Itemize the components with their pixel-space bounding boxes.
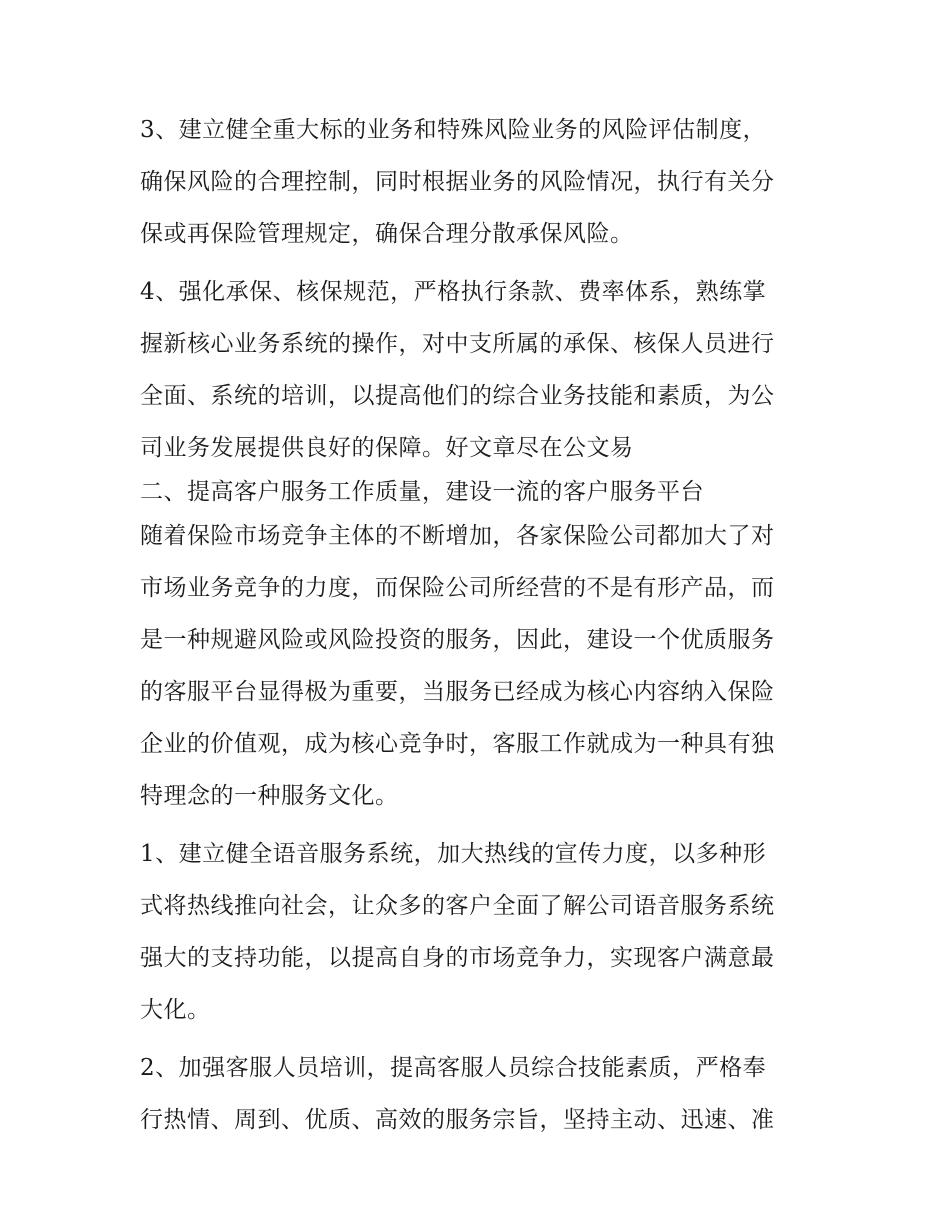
text-line: 确保风险的合理控制，同时根据业务的风险情况，执行有关分: [140, 169, 775, 195]
text-line: 企业的价值观，成为核心竞争时，客服工作就成为一种具有独: [140, 731, 775, 757]
text-line: 式将热线推向社会，让众多的客户全面了解公司语音服务系统: [140, 893, 775, 919]
text-line: 全面、系统的培训，以提高他们的综合业务技能和素质，为公: [140, 383, 775, 409]
text-line: 4、强化承保、核保规范，严格执行条款、费率体系，熟练掌: [140, 279, 767, 305]
paragraph-3: [140, 510, 820, 822]
paragraph-4: [140, 828, 820, 1036]
paragraph-5: [140, 1042, 820, 1146]
heading-line: 二、提高客户服务工作质量，建设一流的客户服务平台: [140, 479, 704, 505]
text-line: 随着保险市场竞争主体的不断增加，各家保险公司都加大了对: [140, 523, 775, 549]
text-line: 强大的支持功能，以提高自身的市场竞争力，实现客户满意最: [140, 945, 775, 971]
text-line: 市场业务竞争的力度，而保险公司所经营的不是有形产品，而: [140, 575, 775, 601]
text-line: 保或再保险管理规定，确保合理分散承保风险。: [140, 221, 634, 247]
paragraph-1: [140, 104, 820, 260]
text-line: 大化。: [140, 997, 211, 1023]
text-line: 行热情、周到、优质、高效的服务宗旨，坚持主动、迅速、准: [140, 1107, 775, 1133]
text-line: 握新核心业务系统的操作，对中支所属的承保、核保人员进行: [140, 331, 775, 357]
text-line: 的客服平台显得极为重要，当服务已经成为核心内容纳入保险: [140, 679, 775, 705]
text-line: 3、建立健全重大标的业务和特殊风险业务的风险评估制度，: [140, 117, 767, 143]
paragraph-2: [140, 266, 820, 474]
document-page: [140, 104, 820, 1146]
text-line: 1、建立健全语音服务系统，加大热线的宣传力度，以多种形: [140, 841, 767, 867]
text-line: 是一种规避风险或风险投资的服务，因此，建设一个优质服务: [140, 627, 775, 653]
text-line: 2、加强客服人员培训，提高客服人员综合技能素质，严格奉: [140, 1055, 767, 1081]
text-line: 特理念的一种服务文化。: [140, 783, 399, 809]
text-line: 司业务发展提供良好的保障。好文章尽在公文易: [140, 435, 634, 461]
